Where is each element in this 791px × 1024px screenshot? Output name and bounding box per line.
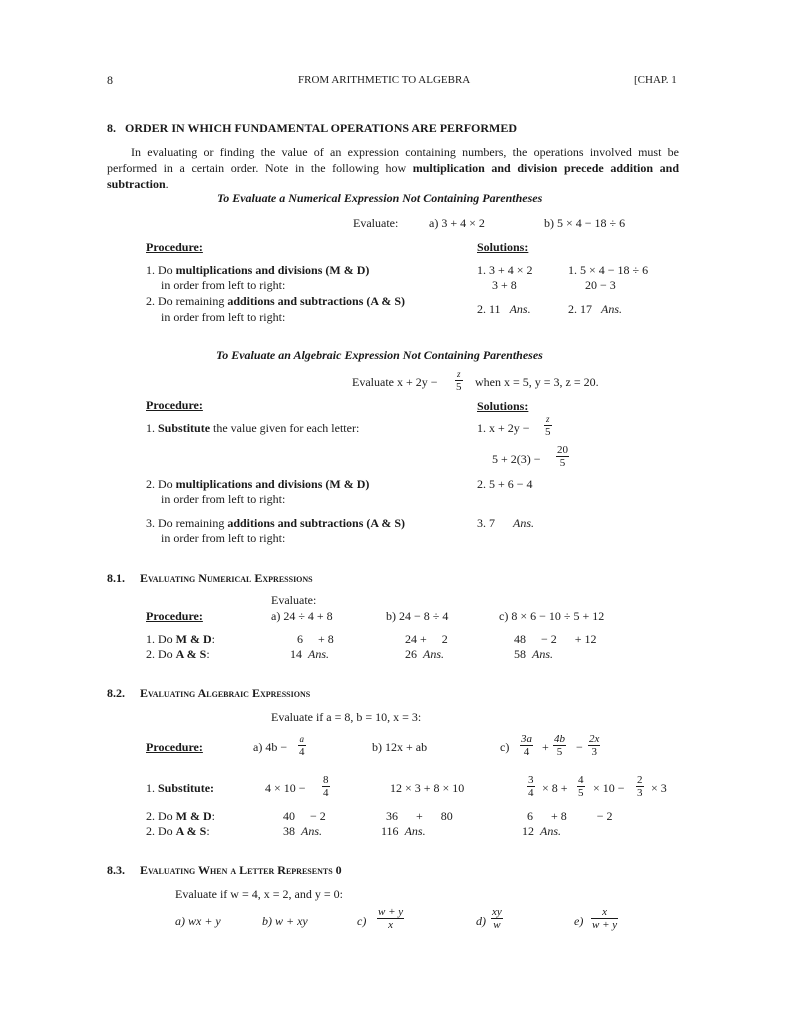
ex82-step3 [146,824,210,839]
ans-label: Ans. [513,516,534,530]
numerical-sol-b1b: 20 − 3 [585,278,616,292]
ex82-b3 [381,824,426,839]
intro-end: . [165,177,169,191]
ex82-a-sub: 4 × 10 − [265,781,306,795]
fraction-denominator: 5 [456,381,462,393]
intro-bold: multiplication and division precede addition and subtraction [107,161,679,191]
row-prefix: 1. Do [146,632,176,646]
numerical-expr-a: a) 3 + 4 × 2 [429,216,485,230]
ex82-c-plus: + [542,740,549,754]
result-value: 116 [381,824,399,838]
fraction-denominator: 5 [556,456,569,469]
algebraic-sol2: 2. 5 + 6 − 4 [477,477,533,491]
ex81-c1: 48 − 2 + 12 [514,632,597,646]
row-end: : [211,632,216,646]
ex82-b-label: b) 12x + ab [372,740,428,754]
ex82-c-sub-fraction-2 [577,774,585,799]
numerical-expr-b: b) 5 × 4 − 18 ÷ 6 [544,216,626,230]
step-bold: additions and subtractions (A & S) [227,516,406,530]
fraction-numerator: x [602,906,608,918]
row-end: : [206,647,210,661]
ex81-b1: 24 + 2 [405,632,448,646]
algebraic-solutions-label: Solutions: [477,399,529,413]
fraction-denominator: 4 [299,746,305,758]
step-bold: Substitute: [158,781,215,795]
algebraic-step1 [146,421,359,436]
ex83-number: 8.3. [107,863,125,877]
fraction-numerator: w + y [378,906,404,918]
ex81-c2 [514,647,553,662]
step-bold: multiplications and divisions (M & D) [175,477,370,491]
step-prefix: 2. Do [146,477,176,491]
step-bold: multiplications and divisions (M & D) [175,263,370,277]
numerical-step2-line2: in order from left to right: [161,310,286,324]
fraction-denominator: 5 [545,426,551,438]
ex83-e-label: e) [574,914,584,928]
ex82-c-sub-fraction-1 [527,774,535,799]
fraction-numerator: a [299,734,304,744]
ex82-c-sub-x3: × 3 [651,781,667,795]
intro-paragraph [107,144,679,192]
step-rest: the value given for each letter: [210,421,360,435]
ex81-title: Evaluating Numerical Expressions [140,571,313,585]
ex82-title: Evaluating Algebraic Expressions [140,686,311,700]
ex81-col-b: b) 24 − 8 ÷ 4 [386,609,449,623]
fraction-numerator: 2 [637,774,643,786]
ex82-b-sub: 12 × 3 + 8 × 10 [390,781,465,795]
algebraic-step2-line2: in order from left to right: [161,492,286,506]
row-bold: A & S [175,647,207,661]
ans-label: Ans. [301,824,322,838]
ex83-d-label: d) [476,914,486,928]
step-prefix: 1. [146,421,158,435]
algebraic-sol1b: 5 + 2(3) − [492,452,541,466]
ex82-a3 [283,824,322,839]
algebraic-sol1b-fraction [556,444,569,469]
fraction-numerator: z [456,369,461,379]
numerical-sol-a2 [477,302,531,317]
ans-label: Ans. [423,647,444,661]
ex83-evaluate-label: Evaluate if w = 4, x = 2, and y = 0: [175,887,343,901]
ex82-c-fraction-1 [520,733,533,758]
ans-label: Ans. [601,302,622,316]
step-bold: Substitute [158,421,211,435]
numerical-procedure-label: Procedure: [146,240,203,254]
result-value: 14 [290,647,302,661]
ex82-a2: 40 − 2 [283,809,326,823]
ex82-c-minus: − [576,740,583,754]
ex82-c-fraction-2 [553,733,566,758]
fraction-denominator: 5 [578,787,584,799]
ex81-number: 8.1. [107,571,125,585]
step-bold: M & D [175,809,212,823]
ex82-procedure-label: Procedure: [146,740,203,754]
fraction-denominator: 3 [637,787,643,799]
ans-label: Ans. [532,647,553,661]
row-bold: M & D [175,632,212,646]
ex83-b: b) w + xy [262,914,308,928]
algebraic-heading: To Evaluate an Algebraic Expression Not Containing Parentheses [216,348,543,362]
fraction-denominator: x [377,918,404,931]
ex82-step1 [146,781,214,796]
algebraic-evaluate: Evaluate x + 2y − [352,375,438,389]
ex81-col-a: a) 24 ÷ 4 + 8 [271,609,333,623]
step-prefix: 2. Do remaining [146,294,228,308]
numerical-heading: To Evaluate a Numerical Expression Not Containing Parentheses [217,191,543,205]
step-prefix: 1. Do [146,263,176,277]
numerical-evaluate-label: Evaluate: [353,216,399,230]
fraction-numerator: 4b [554,733,565,745]
algebraic-eval-fraction [455,368,463,393]
ex81-procedure-label: Procedure: [146,609,203,623]
step-prefix: 1. [146,781,158,795]
algebraic-step3-line2: in order from left to right: [161,531,286,545]
result-value: 26 [405,647,417,661]
ex83-c-label: c) [357,914,367,928]
algebraic-procedure-label: Procedure: [146,398,203,412]
algebraic-sol3 [477,516,534,531]
ex82-evaluate-label: Evaluate if a = 8, b = 10, x = 3: [271,710,422,724]
ex83-title: Evaluating When a Letter Represents 0 [140,863,342,877]
ans-label: Ans. [509,302,531,316]
ex82-number: 8.2. [107,686,125,700]
algebraic-step3 [146,516,405,531]
ex83-a: a) wx + y [175,914,221,928]
fraction-numerator: 4 [578,774,584,786]
ex82-c-sub-fraction-3 [636,774,644,799]
numerical-sol-b1: 1. 5 × 4 − 18 ÷ 6 [568,263,649,277]
ex81-a2 [290,647,329,662]
step-bold: additions and subtractions (A & S) [227,294,406,308]
numerical-step1 [146,263,369,278]
fraction-numerator: 3a [521,733,532,745]
row-prefix: 2. Do [146,647,176,661]
ex82-c3 [522,824,561,839]
ex82-c-sub-x8: × 8 + [542,781,568,795]
ans-label: Ans. [540,824,561,838]
ans-label: Ans. [404,824,426,838]
algebraic-when: when x = 5, y = 3, z = 20. [475,375,599,389]
ex82-a-fraction [298,733,306,758]
fraction-denominator: 5 [553,745,566,758]
fraction-denominator: 3 [588,745,600,758]
numerical-solutions-label: Solutions: [477,240,529,254]
numerical-sol-a1b: 3 + 8 [492,278,517,292]
fraction-denominator: 4 [528,787,534,799]
ex82-c2: 6 + 8 − 2 [527,809,613,823]
sol-value: 3. 7 [477,516,495,530]
ex81-row2-label [146,647,210,662]
result-value: 58 [514,647,526,661]
numerical-sol-a1: 1. 3 + 4 × 2 [477,263,533,277]
algebraic-sol1: 1. x + 2y − [477,421,530,435]
result-value: 38 [283,824,295,838]
fraction-denominator: w [491,918,503,931]
ex82-c-fraction-3 [588,733,600,758]
step-prefix: 2. Do [146,824,176,838]
sol-value: 2. 11 [477,302,501,316]
ex81-a1: 6 + 8 [297,632,334,646]
ex82-c-label: c) [500,740,510,754]
step-bold: A & S [175,824,207,838]
numerical-sol-b2 [568,302,622,317]
fraction-numerator: 3 [528,774,534,786]
algebraic-sol1-fraction [544,413,552,438]
ex83-d-fraction [491,906,503,931]
fraction-numerator: 20 [557,444,568,456]
numerical-step1-line2: in order from left to right: [161,278,286,292]
fraction-numerator: xy [492,906,502,918]
section-title: 8. ORDER IN WHICH FUNDAMENTAL OPERATIONS ARE PERFORMED [107,121,518,135]
step-end: : [206,824,210,838]
ex81-b2 [405,647,444,662]
fraction-denominator: 4 [323,787,329,799]
algebraic-step2 [146,477,369,492]
ex82-c-sub-x10: × 10 − [593,781,625,795]
ex83-c-fraction [377,906,404,931]
ex82-a-sub-fraction [322,774,330,799]
numerical-step2 [146,294,405,309]
fraction-denominator: 4 [520,745,533,758]
ans-label: Ans. [308,647,329,661]
ex83-e-fraction [591,906,618,931]
step-prefix: 2. Do [146,809,176,823]
fraction-denominator: w + y [592,919,618,931]
chapter-label: [CHAP. 1 [634,74,677,86]
result-value: 12 [522,824,534,838]
ex82-step2 [146,809,215,824]
ex81-evaluate-label: Evaluate: [271,593,317,607]
ex81-col-c: c) 8 × 6 − 10 ÷ 5 + 12 [499,609,605,623]
step-prefix: 3. Do remaining [146,516,228,530]
fraction-numerator: z [545,414,550,424]
ex82-a-label: a) 4b − [253,740,288,754]
fraction-numerator: 2x [589,733,600,745]
step-end: : [211,809,216,823]
fraction-numerator: 8 [323,774,329,786]
page-number: 8 [107,73,113,87]
intro-text: In evaluating or finding the value of an expression containing numbers, the operations involved must be performed in a certain order. Note in the following how [107,145,679,175]
sol-value: 2. 17 [568,302,592,316]
ex82-b2: 36 + 80 [386,809,453,823]
running-title: FROM ARITHMETIC TO ALGEBRA [298,74,471,86]
ex81-row1-label [146,632,215,647]
